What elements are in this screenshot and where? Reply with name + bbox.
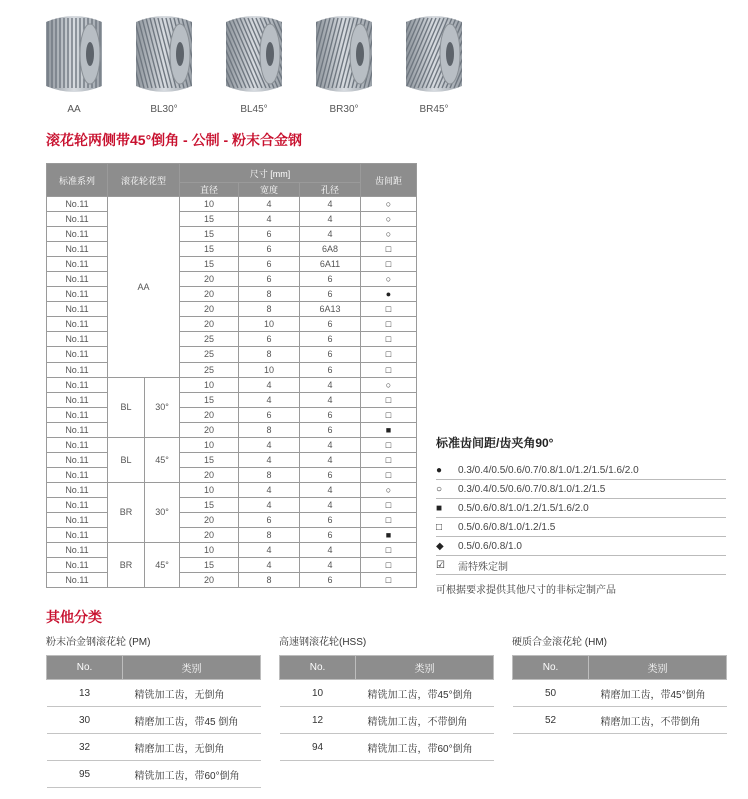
- table-row: [47, 437, 417, 452]
- cell-angle: 30°: [145, 377, 180, 437]
- legend-row: [436, 461, 726, 480]
- table-row: [47, 302, 417, 317]
- sub-cell-category: 精铣加工齿，无倒角: [123, 680, 261, 707]
- cell-pitch-symbol: □: [361, 242, 417, 257]
- table-row: [47, 422, 417, 437]
- cell-pitch-symbol: □: [361, 512, 417, 527]
- knurl-wheel-2: [220, 8, 288, 120]
- cell-series: No.11: [47, 452, 108, 467]
- legend-text: 0.5/0.6/0.8/1.0/1.2/1.5: [458, 521, 556, 533]
- cell-hole: 4: [300, 197, 361, 212]
- cell-series: No.11: [47, 392, 108, 407]
- cell-pitch-symbol: ●: [361, 287, 417, 302]
- cell-angle: 45°: [145, 437, 180, 482]
- cell-diameter: 25: [180, 332, 239, 347]
- cell-diameter: 15: [180, 257, 239, 272]
- cell-width: 4: [239, 558, 300, 573]
- cell-width: 8: [239, 422, 300, 437]
- cell-hole: 4: [300, 558, 361, 573]
- cell-pitch-symbol: ■: [361, 422, 417, 437]
- legend-row: [436, 499, 726, 518]
- legend-title: 标准齿间距/齿夹角90°: [436, 436, 554, 450]
- cell-pitch-symbol: ○: [361, 227, 417, 242]
- legend-symbol-icon: ◆: [436, 540, 444, 552]
- cell-diameter: 20: [180, 287, 239, 302]
- cell-series: No.11: [47, 197, 108, 212]
- table-row: [47, 761, 261, 788]
- sub-cell-no: 50: [513, 680, 589, 707]
- knurl-wheel-graphic: [40, 8, 108, 100]
- knurl-wheel-label: BR45°: [419, 104, 449, 115]
- cell-width: 6: [239, 227, 300, 242]
- cell-series: No.11: [47, 302, 108, 317]
- cell-width: 4: [239, 197, 300, 212]
- knurl-wheel-1: [130, 8, 198, 120]
- cell-diameter: 10: [180, 377, 239, 392]
- cell-width: 4: [239, 212, 300, 227]
- cell-hole: 4: [300, 227, 361, 242]
- sub-cell-category: 精磨加工齿，带45 倒角: [123, 707, 261, 734]
- table-row: [47, 680, 261, 707]
- cell-width: 6: [239, 512, 300, 527]
- cell-hole: 6A11: [300, 257, 361, 272]
- cell-series: No.11: [47, 347, 108, 362]
- cell-hole: 4: [300, 452, 361, 467]
- cell-diameter: 20: [180, 302, 239, 317]
- table-row: [47, 528, 417, 543]
- cell-hole: 6: [300, 332, 361, 347]
- cell-type: AA: [108, 197, 180, 378]
- sub-cell-category: 精磨加工齿，带45°倒角: [589, 680, 727, 707]
- knurl-wheel-4: [400, 8, 468, 120]
- cell-hole: 4: [300, 437, 361, 452]
- sub-header-category: 类别: [356, 656, 494, 680]
- legend-symbol-icon: ●: [436, 464, 443, 476]
- cell-type: BR: [108, 482, 145, 542]
- table-row: [47, 573, 417, 588]
- table-row: [513, 680, 727, 707]
- sub-table-title: 硬质合金滚花轮 (HM): [512, 637, 607, 648]
- cell-diameter: 10: [180, 197, 239, 212]
- table-row: [280, 707, 494, 734]
- cell-width: 6: [239, 272, 300, 287]
- table-row: [513, 707, 727, 734]
- legend-note: 可根据要求提供其他尺寸的非标定制产品: [436, 585, 616, 596]
- knurl-wheel-graphic: [130, 8, 198, 100]
- header-series: 标准系列: [47, 164, 108, 197]
- header-diameter: 直径: [180, 183, 239, 197]
- knurl-wheel-0: [40, 8, 108, 120]
- cell-pitch-symbol: □: [361, 543, 417, 558]
- cell-width: 6: [239, 257, 300, 272]
- knurl-wheel-3: [310, 8, 378, 120]
- cell-angle: 45°: [145, 543, 180, 588]
- cell-hole: 4: [300, 482, 361, 497]
- legend-row: [436, 537, 726, 556]
- cell-pitch-symbol: □: [361, 437, 417, 452]
- cell-hole: 6: [300, 512, 361, 527]
- cell-hole: 6: [300, 317, 361, 332]
- table-row: [47, 242, 417, 257]
- cell-series: No.11: [47, 407, 108, 422]
- legend-symbol-icon: ○: [436, 483, 443, 495]
- cell-diameter: 25: [180, 347, 239, 362]
- cell-width: 4: [239, 452, 300, 467]
- legend-text: 0.5/0.6/0.8/1.0: [458, 540, 522, 552]
- knurl-wheel-images: [40, 8, 480, 120]
- table-row: [47, 377, 417, 392]
- cell-pitch-symbol: □: [361, 497, 417, 512]
- cell-width: 8: [239, 573, 300, 588]
- cell-type: BR: [108, 543, 145, 588]
- knurl-wheel-label: BL30°: [150, 104, 178, 115]
- cell-hole: 6: [300, 528, 361, 543]
- cell-hole: 4: [300, 377, 361, 392]
- sub-cell-no: 13: [47, 680, 123, 707]
- table-row: [280, 680, 494, 707]
- header-pitch: 齿间距: [361, 164, 417, 197]
- table-row: [47, 452, 417, 467]
- cell-type: BL: [108, 377, 145, 437]
- knurl-wheel-graphic: [310, 8, 378, 100]
- table-row: [47, 558, 417, 573]
- table-row: [47, 272, 417, 287]
- sub-table: [46, 655, 261, 788]
- sub-cell-category: 精铣加工齿，带60°倒角: [123, 761, 261, 788]
- cell-width: 10: [239, 362, 300, 377]
- cell-series: No.11: [47, 482, 108, 497]
- cell-series: No.11: [47, 272, 108, 287]
- cell-series: No.11: [47, 257, 108, 272]
- cell-hole: 6: [300, 422, 361, 437]
- sub-cell-no: 95: [47, 761, 123, 788]
- legend-text: 需特殊定制: [458, 561, 508, 573]
- sub-cell-category: 精铣加工齿，带60°倒角: [356, 734, 494, 761]
- cell-series: No.11: [47, 377, 108, 392]
- table-row: [47, 467, 417, 482]
- sub-cell-category: 精磨加工齿，不带倒角: [589, 707, 727, 734]
- table-row: [47, 512, 417, 527]
- cell-width: 8: [239, 287, 300, 302]
- cell-hole: 6: [300, 287, 361, 302]
- knurl-wheel-label: BL45°: [240, 104, 268, 115]
- header-type: 滚花轮花型: [108, 164, 180, 197]
- sub-cell-category: 精铣加工齿，带45°倒角: [356, 680, 494, 707]
- cell-pitch-symbol: □: [361, 362, 417, 377]
- cell-pitch-symbol: □: [361, 573, 417, 588]
- cell-width: 8: [239, 347, 300, 362]
- cell-hole: 4: [300, 212, 361, 227]
- cell-series: No.11: [47, 558, 108, 573]
- cell-series: No.11: [47, 573, 108, 588]
- cell-series: No.11: [47, 528, 108, 543]
- cell-hole: 6: [300, 347, 361, 362]
- header-hole: 孔径: [300, 183, 361, 197]
- table-row: [47, 227, 417, 242]
- cell-pitch-symbol: ■: [361, 528, 417, 543]
- cell-diameter: 20: [180, 272, 239, 287]
- cell-hole: 4: [300, 543, 361, 558]
- cell-pitch-symbol: □: [361, 302, 417, 317]
- cell-width: 8: [239, 467, 300, 482]
- cell-width: 10: [239, 317, 300, 332]
- cell-diameter: 10: [180, 437, 239, 452]
- table-row: [280, 734, 494, 761]
- table-row: [47, 332, 417, 347]
- cell-hole: 6: [300, 467, 361, 482]
- cell-pitch-symbol: ○: [361, 212, 417, 227]
- cell-width: 6: [239, 332, 300, 347]
- cell-type: BL: [108, 437, 145, 482]
- cell-width: 8: [239, 528, 300, 543]
- cell-diameter: 15: [180, 212, 239, 227]
- cell-pitch-symbol: □: [361, 347, 417, 362]
- cell-width: 8: [239, 302, 300, 317]
- table-row: [47, 317, 417, 332]
- cell-diameter: 15: [180, 497, 239, 512]
- cell-series: No.11: [47, 287, 108, 302]
- cell-series: No.11: [47, 332, 108, 347]
- cell-pitch-symbol: ○: [361, 197, 417, 212]
- table-row: [47, 197, 417, 212]
- cell-series: No.11: [47, 422, 108, 437]
- table-row: [47, 362, 417, 377]
- cell-pitch-symbol: ○: [361, 377, 417, 392]
- legend-symbol-icon: ■: [436, 502, 443, 514]
- sub-cell-no: 52: [513, 707, 589, 734]
- cell-diameter: 15: [180, 558, 239, 573]
- cell-pitch-symbol: ○: [361, 482, 417, 497]
- cell-series: No.11: [47, 437, 108, 452]
- cell-series: No.11: [47, 497, 108, 512]
- cell-diameter: 15: [180, 392, 239, 407]
- legend-symbol-icon: ☑: [436, 559, 445, 571]
- cell-pitch-symbol: □: [361, 558, 417, 573]
- legend-row: [436, 556, 726, 575]
- cell-width: 4: [239, 482, 300, 497]
- legend-row: [436, 480, 726, 499]
- cell-diameter: 25: [180, 362, 239, 377]
- header-size: 尺寸 [mm]: [180, 164, 361, 183]
- cell-hole: 4: [300, 392, 361, 407]
- cell-series: No.11: [47, 242, 108, 257]
- cell-pitch-symbol: □: [361, 407, 417, 422]
- cell-diameter: 20: [180, 407, 239, 422]
- table-row: [47, 407, 417, 422]
- cell-hole: 6: [300, 407, 361, 422]
- cell-diameter: 20: [180, 422, 239, 437]
- table-row: [47, 707, 261, 734]
- cell-series: No.11: [47, 543, 108, 558]
- sub-header-no: No.: [47, 656, 123, 680]
- cell-hole: 6: [300, 272, 361, 287]
- cell-hole: 6: [300, 573, 361, 588]
- cell-diameter: 20: [180, 317, 239, 332]
- table-row: [47, 287, 417, 302]
- sub-table: [279, 655, 494, 761]
- cell-width: 4: [239, 543, 300, 558]
- sub-header-category: 类别: [123, 656, 261, 680]
- cell-diameter: 15: [180, 242, 239, 257]
- sub-cell-category: 精磨加工齿，无倒角: [123, 734, 261, 761]
- cell-diameter: 20: [180, 467, 239, 482]
- cell-pitch-symbol: □: [361, 467, 417, 482]
- cell-hole: 6: [300, 362, 361, 377]
- sub-header-no: No.: [513, 656, 589, 680]
- cell-width: 4: [239, 377, 300, 392]
- sub-cell-no: 30: [47, 707, 123, 734]
- sub-header-category: 类别: [589, 656, 727, 680]
- cell-diameter: 10: [180, 482, 239, 497]
- cell-width: 4: [239, 392, 300, 407]
- table-row: [47, 392, 417, 407]
- table-row: [47, 257, 417, 272]
- knurl-wheel-label: BR30°: [329, 104, 359, 115]
- sub-header-no: No.: [280, 656, 356, 680]
- cell-width: 4: [239, 497, 300, 512]
- cell-diameter: 15: [180, 227, 239, 242]
- cell-series: No.11: [47, 227, 108, 242]
- table-row: [47, 212, 417, 227]
- sub-table-title: 粉末冶金钢滚花轮 (PM): [46, 637, 151, 648]
- cell-hole: 6A8: [300, 242, 361, 257]
- cell-diameter: 15: [180, 452, 239, 467]
- legend-row: [436, 518, 726, 537]
- cell-pitch-symbol: □: [361, 257, 417, 272]
- sub-cell-no: 94: [280, 734, 356, 761]
- cell-pitch-symbol: □: [361, 392, 417, 407]
- knurl-wheel-graphic: [400, 8, 468, 100]
- cell-series: No.11: [47, 212, 108, 227]
- cell-diameter: 20: [180, 512, 239, 527]
- cell-pitch-symbol: ○: [361, 272, 417, 287]
- legend-symbol-icon: □: [436, 521, 443, 533]
- legend-text: 0.5/0.6/0.8/1.0/1.2/1.5/1.6/2.0: [458, 502, 589, 514]
- knurl-spec-table: [46, 163, 417, 588]
- table-row: [47, 482, 417, 497]
- other-title: 其他分类: [46, 609, 102, 625]
- cell-width: 6: [239, 407, 300, 422]
- pitch-legend: [436, 434, 726, 596]
- cell-hole: 4: [300, 497, 361, 512]
- table-row: [47, 347, 417, 362]
- table-row: [47, 543, 417, 558]
- cell-series: No.11: [47, 317, 108, 332]
- cell-series: No.11: [47, 362, 108, 377]
- sub-cell-no: 10: [280, 680, 356, 707]
- cell-diameter: 20: [180, 573, 239, 588]
- sub-table-title: 高速钢滚花轮(HSS): [279, 637, 367, 648]
- cell-angle: 30°: [145, 482, 180, 542]
- cell-pitch-symbol: □: [361, 317, 417, 332]
- knurl-wheel-label: AA: [67, 104, 81, 115]
- cell-hole: 6A13: [300, 302, 361, 317]
- table-row: [47, 734, 261, 761]
- cell-series: No.11: [47, 512, 108, 527]
- cell-width: 6: [239, 242, 300, 257]
- cell-width: 4: [239, 437, 300, 452]
- cell-pitch-symbol: □: [361, 332, 417, 347]
- sub-table: [512, 655, 727, 734]
- cell-diameter: 10: [180, 543, 239, 558]
- sub-cell-category: 精铣加工齿，不带倒角: [356, 707, 494, 734]
- cell-pitch-symbol: □: [361, 452, 417, 467]
- cell-series: No.11: [47, 467, 108, 482]
- legend-text: 0.3/0.4/0.5/0.6/0.7/0.8/1.0/1.2/1.5: [458, 483, 606, 495]
- cell-diameter: 20: [180, 528, 239, 543]
- knurl-wheel-graphic: [220, 8, 288, 100]
- sub-cell-no: 32: [47, 734, 123, 761]
- table-row: [47, 497, 417, 512]
- sub-cell-no: 12: [280, 707, 356, 734]
- main-title: 滚花轮两侧带45°倒角 - 公制 - 粉末合金钢: [46, 132, 303, 148]
- legend-text: 0.3/0.4/0.5/0.6/0.7/0.8/1.0/1.2/1.5/1.6/2.0: [458, 464, 639, 476]
- header-width: 宽度: [239, 183, 300, 197]
